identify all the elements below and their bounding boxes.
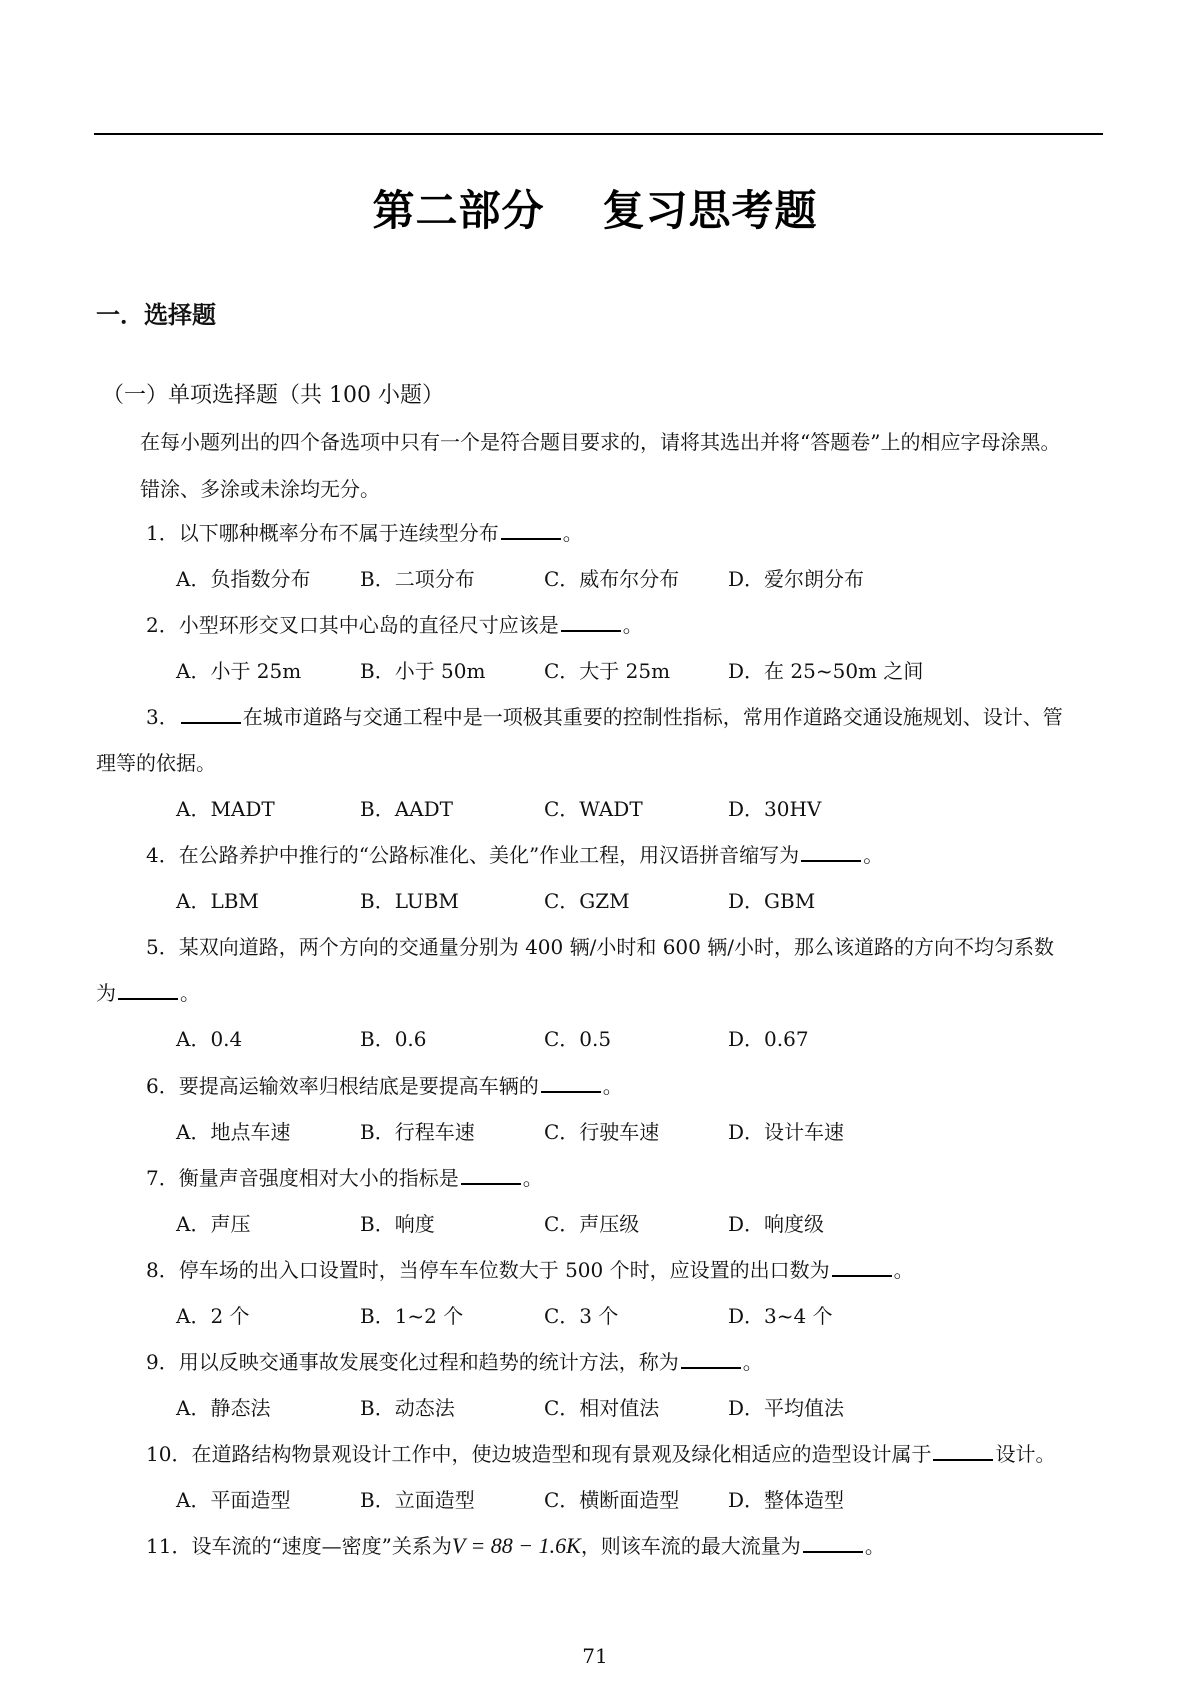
question-8: 8．停车场的出入口设置时，当停车车位数大于 500 个时，应设置的出口数为 。: [146, 1258, 914, 1282]
option: D．整体造型: [728, 1488, 845, 1512]
option: C．横断面造型: [544, 1488, 680, 1512]
answer-blank: [118, 980, 178, 1000]
answer-blank: [461, 1165, 521, 1185]
instruction-line-2: 错涂、多涂或未涂均无分。: [140, 477, 380, 501]
speed-density-formula: V = 88 − 1.6K: [451, 1533, 581, 1558]
option: D．3~4 个: [728, 1304, 833, 1328]
answer-blank: [803, 1533, 863, 1553]
option: A．0.4: [176, 1027, 243, 1051]
option: A．静态法: [176, 1396, 271, 1420]
option: A．负指数分布: [176, 567, 311, 591]
subsection-heading: （一）单项选择题（共 100 小题）: [102, 383, 444, 408]
answer-blank: [933, 1441, 993, 1461]
question-7: 7．衡量声音强度相对大小的指标是 。: [146, 1166, 543, 1190]
option: B．行程车速: [360, 1120, 475, 1144]
option: B．二项分布: [360, 567, 475, 591]
option: D．设计车速: [728, 1120, 845, 1144]
option: D．0.67: [728, 1027, 809, 1051]
answer-blank: [181, 704, 241, 724]
question-3: 3． 在城市道路与交通工程中是一项极其重要的控制性指标，常用作道路交通设施规划、设计、管: [146, 705, 1063, 729]
answer-blank: [501, 520, 561, 540]
question-9: 9．用以反映交通事故发展变化过程和趋势的统计方法，称为 。: [146, 1350, 763, 1374]
question-2: 2．小型环形交叉口其中心岛的直径尺寸应该是 。: [146, 613, 643, 637]
option: C．GZM: [544, 889, 630, 913]
option: A．MADT: [176, 797, 275, 821]
option: B．小于 50m: [360, 659, 486, 683]
instruction-line-1: 在每小题列出的四个备选项中只有一个是符合题目要求的，请将其选出并将“答题卷”上的相应字母涂黑。: [140, 430, 1061, 454]
option: C．WADT: [544, 797, 643, 821]
option: C．声压级: [544, 1212, 640, 1236]
answer-blank: [681, 1349, 741, 1369]
question-3-continued: 理等的依据。: [96, 751, 216, 775]
title-part1: 第二部分: [372, 186, 545, 235]
answer-blank: [801, 842, 861, 862]
option: A．平面造型: [176, 1488, 291, 1512]
option: B．立面造型: [360, 1488, 475, 1512]
answer-blank: [832, 1257, 892, 1277]
option: B．0.6: [360, 1027, 427, 1051]
option: D．爱尔朗分布: [728, 567, 865, 591]
option: B．动态法: [360, 1396, 455, 1420]
option: A．小于 25m: [176, 659, 302, 683]
option: A．地点车速: [176, 1120, 291, 1144]
option: C．行驶车速: [544, 1120, 660, 1144]
option: D．在 25~50m 之间: [728, 659, 924, 683]
option: A．LBM: [176, 889, 259, 913]
question-4: 4．在公路养护中推行的“公路标准化、美化”作业工程，用汉语拼音缩写为 。: [146, 843, 884, 867]
option: B．1~2 个: [360, 1304, 464, 1328]
option: D．GBM: [728, 889, 816, 913]
option: C．3 个: [544, 1304, 619, 1328]
title-part2: 复习思考题: [602, 186, 818, 235]
option: A．声压: [176, 1212, 251, 1236]
option: B．响度: [360, 1212, 435, 1236]
option: C．威布尔分布: [544, 567, 680, 591]
question-11: 11．设车流的“速度—密度”关系为V = 88 − 1.6K，则该车流的最大流量为 。: [146, 1533, 885, 1558]
option: C．大于 25m: [544, 659, 671, 683]
question-5-continued: 为 。: [96, 981, 200, 1005]
header-rule: [94, 133, 1103, 135]
option: B．AADT: [360, 797, 453, 821]
question-5: 5．某双向道路，两个方向的交通量分别为 400 辆/小时和 600 辆/小时，那么该道路的方向不均匀系数: [146, 935, 1054, 959]
option: C．0.5: [544, 1027, 612, 1051]
option: D．30HV: [728, 797, 822, 821]
section-heading: 一．选择题: [96, 301, 216, 329]
page-title: [0, 178, 1190, 238]
answer-blank: [541, 1073, 601, 1093]
page-number: 71: [582, 1644, 608, 1668]
question-10: 10．在道路结构物景观设计工作中，使边坡造型和现有景观及绿化相适应的造型设计属于 设计。: [146, 1442, 1056, 1466]
option: D．响度级: [728, 1212, 825, 1236]
answer-blank: [561, 612, 621, 632]
question-6: 6．要提高运输效率归根结底是要提高车辆的 。: [146, 1074, 623, 1098]
option: D．平均值法: [728, 1396, 845, 1420]
option: B．LUBM: [360, 889, 459, 913]
option: A．2 个: [176, 1304, 250, 1328]
question-1: 1．以下哪种概率分布不属于连续型分布 。: [146, 521, 583, 545]
option: C．相对值法: [544, 1396, 660, 1420]
